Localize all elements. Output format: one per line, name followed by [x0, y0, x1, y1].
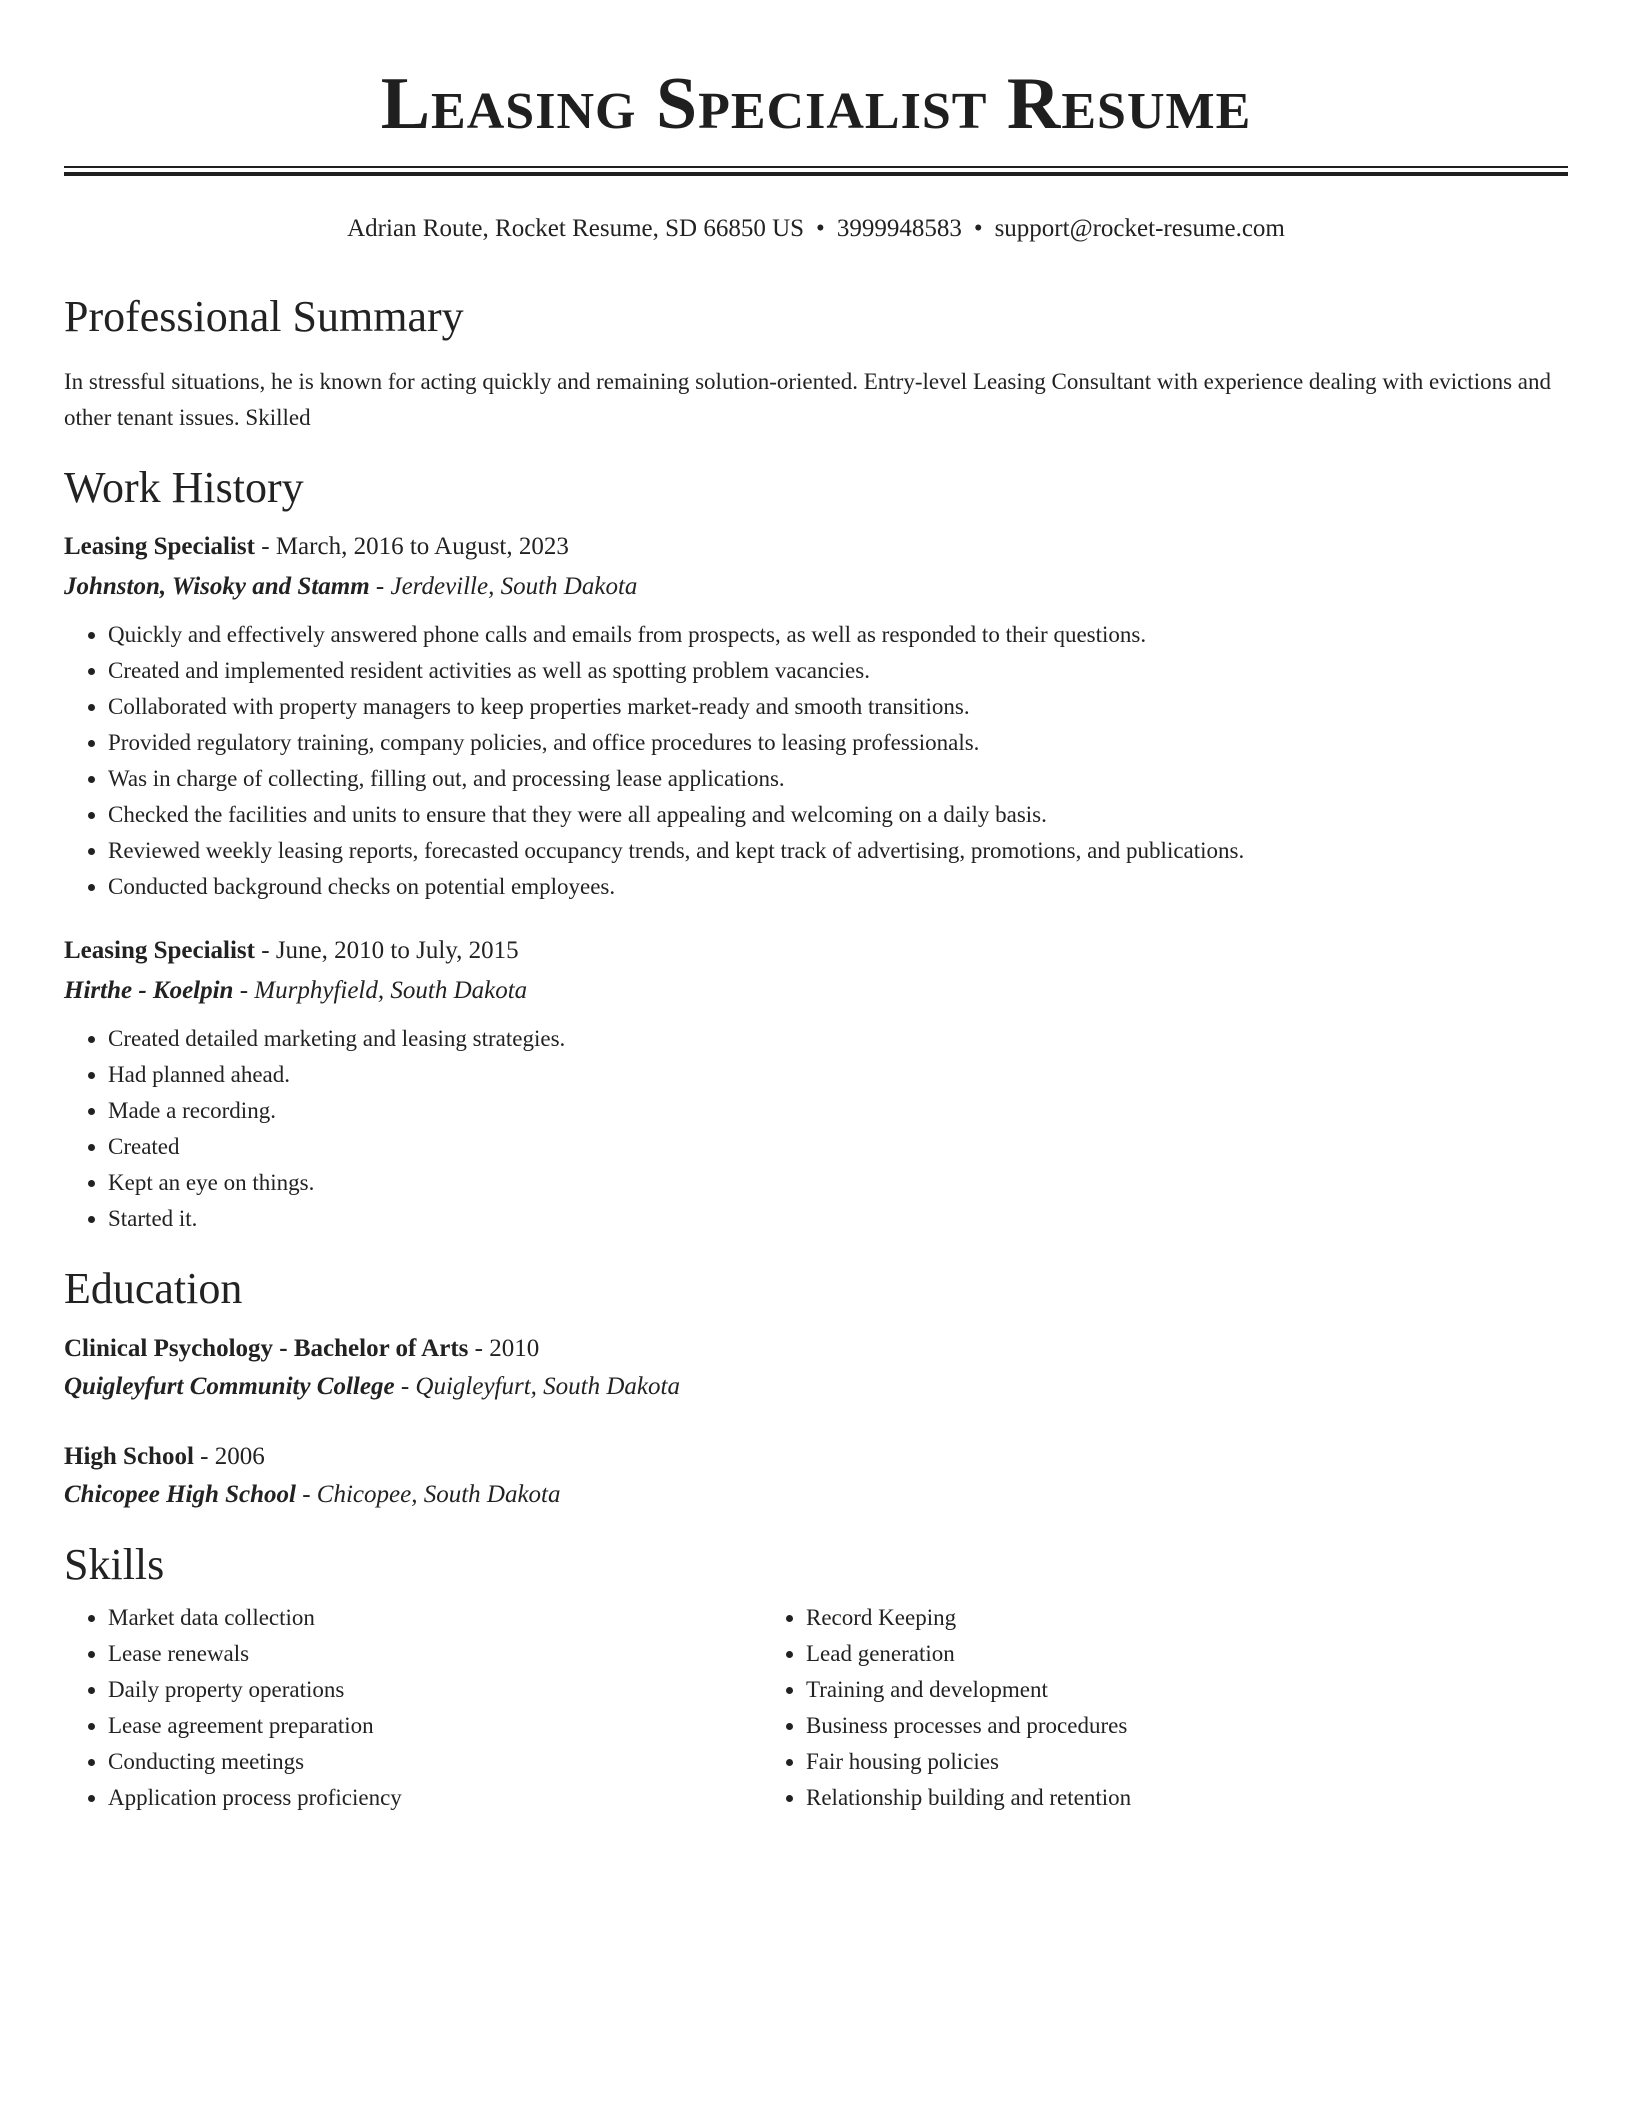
work-history-heading: Work History: [64, 463, 304, 512]
skills-columns: [64, 1600, 1568, 1816]
skill-item: • Business processes and procedures: [806, 1708, 1460, 1744]
skill-item: • Lease renewals: [108, 1636, 762, 1672]
list-item: • Provided regulatory training, company policies, and office procedures to leasing professionals.: [108, 725, 1568, 761]
summary-text: In stressful situations, he is known for acting quickly and remaining solution-oriented. Entry-level Leasing Consultant with experience dealing with evictions and other tenant issues. Skilled: [64, 369, 1551, 430]
job-bullets: [64, 1021, 1568, 1237]
education-school-line: Chicopee High School - Chicopee, South Dakota: [64, 1481, 561, 1508]
job-entry: [64, 527, 1568, 905]
list-item: • Kept an eye on things.: [108, 1165, 1568, 1201]
list-item: • Conducted background checks on potential employees.: [108, 869, 1568, 905]
education-location: Chicopee, South Dakota: [316, 1481, 561, 1508]
job-bullets: [64, 617, 1568, 905]
list-item: • Created and implemented resident activities as well as spotting problem vacancies.: [108, 653, 1568, 689]
job-location: Jerdeville, South Dakota: [390, 573, 638, 600]
skill-item: • Fair housing policies: [806, 1744, 1460, 1780]
job-location: Murphyfield, South Dakota: [254, 977, 528, 1004]
job-title: Leasing Specialist: [64, 533, 255, 560]
list-item: • Checked the facilities and units to ensure that they were all appealing and welcoming on a daily basis.: [108, 797, 1568, 833]
summary-heading: Professional Summary: [64, 292, 464, 341]
skills-heading: Skills: [64, 1540, 165, 1589]
list-item: • Quickly and effectively answered phone calls and emails from prospects, as well as responded to their questions.: [108, 617, 1568, 653]
education-entry: [64, 1438, 1568, 1514]
education-degree-line: Clinical Psychology - Bachelor of Arts - 2010: [64, 1335, 540, 1362]
education-degree-line: High School - 2006: [64, 1443, 265, 1470]
skill-item: • Daily property operations: [108, 1672, 762, 1708]
skill-item: • Lead generation: [806, 1636, 1460, 1672]
list-item: • Reviewed weekly leasing reports, forecasted occupancy trends, and kept track of advertising, promotions, and publications.: [108, 833, 1568, 869]
education-entry: [64, 1330, 1568, 1406]
education-degree: Clinical Psychology - Bachelor of Arts: [64, 1335, 469, 1362]
job-company: Hirthe - Koelpin: [64, 977, 234, 1004]
skills-list-right: [762, 1600, 1460, 1816]
skill-item: • Relationship building and retention: [806, 1780, 1460, 1816]
skill-item: • Conducting meetings: [108, 1744, 762, 1780]
skill-item: • Lease agreement preparation: [108, 1708, 762, 1744]
contact-separator: •: [973, 215, 983, 242]
list-item: • Created detailed marketing and leasing strategies.: [108, 1021, 1568, 1057]
education-school-line: Quigleyfurt Community College - Quigleyfurt, South Dakota: [64, 1373, 680, 1400]
education-location: Quigleyfurt, South Dakota: [415, 1373, 680, 1400]
job-title-line: Leasing Specialist - March, 2016 to August, 2023: [64, 533, 569, 560]
skill-item: • Training and development: [806, 1672, 1460, 1708]
education-school: Quigleyfurt Community College: [64, 1373, 395, 1400]
job-dates: June, 2010 to July, 2015: [275, 937, 519, 964]
contact-address: Adrian Route, Rocket Resume, SD 66850 US: [347, 215, 805, 242]
job-company-line: Hirthe - Koelpin - Murphyfield, South Dakota: [64, 977, 528, 1004]
contact-email: support@rocket-resume.com: [994, 215, 1285, 242]
list-item: • Had planned ahead.: [108, 1057, 1568, 1093]
education-school: Chicopee High School: [64, 1481, 296, 1508]
education-year: 2006: [214, 1443, 265, 1470]
list-item: • Made a recording.: [108, 1093, 1568, 1129]
resume-title: Leasing Specialist Resume: [380, 63, 1252, 145]
job-company-line: Johnston, Wisoky and Stamm - Jerdeville, South Dakota: [64, 573, 638, 600]
education-degree: High School: [64, 1443, 194, 1470]
contact-separator: •: [816, 215, 825, 242]
list-item: • Collaborated with property managers to keep properties market-ready and smooth transitions.: [108, 689, 1568, 725]
skills-list-left: [64, 1600, 762, 1816]
contact-phone: 3999948583: [836, 215, 962, 242]
skill-item: • Application process proficiency: [108, 1780, 762, 1816]
skill-item: • Market data collection: [108, 1600, 762, 1636]
list-item: • Created: [108, 1129, 1568, 1165]
education-year: 2010: [489, 1335, 540, 1362]
job-title: Leasing Specialist: [64, 937, 255, 964]
contact-line: [64, 212, 1568, 246]
list-item: • Was in charge of collecting, filling out, and processing lease applications.: [108, 761, 1568, 797]
education-heading: Education: [64, 1264, 243, 1313]
skill-item: • Record Keeping: [806, 1600, 1460, 1636]
job-entry: [64, 931, 1568, 1237]
list-item: • Started it.: [108, 1201, 1568, 1237]
job-dates: March, 2016 to August, 2023: [275, 533, 569, 560]
job-title-line: Leasing Specialist - June, 2010 to July, 2015: [64, 937, 519, 964]
job-company: Johnston, Wisoky and Stamm: [64, 573, 370, 600]
title-divider: [64, 166, 1568, 176]
